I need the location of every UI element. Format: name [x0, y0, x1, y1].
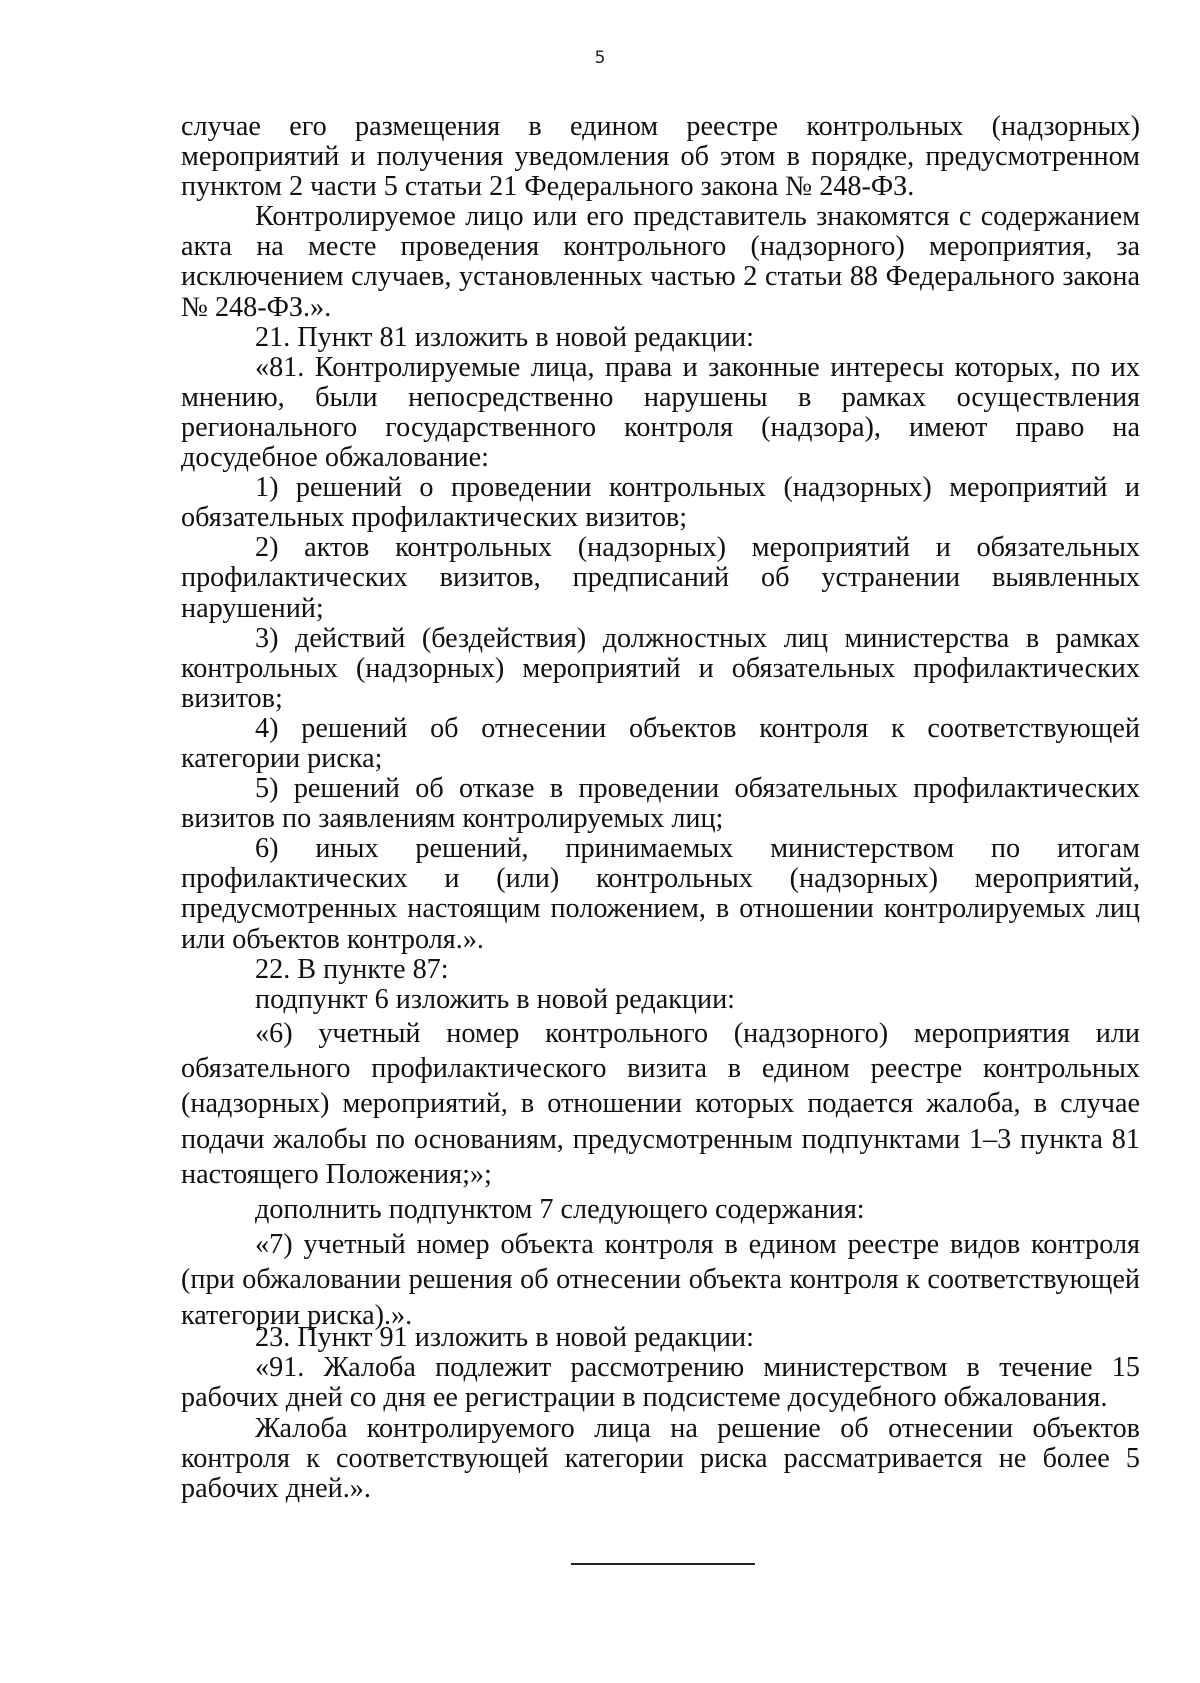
- paragraph: «91. Жалоба подлежит рассмотрению министерством в течение 15 рабочих дней со дня ее регистрации в подсистеме досудебного обжалования.: [181, 1352, 1140, 1414]
- paragraph: случае его размещения в едином реестре контрольных (надзорных) мероприятий и получения уведомления об этом в порядке, предусмотренном пунктом 2 части 5 статьи 21 Федерального закона № 248-ФЗ.: [181, 111, 1140, 203]
- section-heading-21: 21. Пункт 81 изложить в новой редакции:: [255, 321, 754, 353]
- text-block-3: [181, 1323, 1140, 1504]
- list-item: 2) актов контрольных (надзорных) мероприятий и обязательных профилактических визитов, предписаний об устранении выявленных нарушений;: [181, 532, 1140, 624]
- paragraph: дополнить подпунктом 7 следующего содержания:: [255, 1194, 865, 1226]
- list-item: 1) решений о проведении контрольных (надзорных) мероприятий и обязательных профилактических визитов;: [181, 472, 1140, 534]
- paragraph: подпункт 6 изложить в новой редакции:: [255, 983, 735, 1015]
- end-of-document-rule: [571, 1563, 755, 1565]
- paragraph: «7) учетный номер объекта контроля в едином реестре видов контроля (при обжаловании решения об отнесении объекта контроля к соответствующей категории риска).».: [181, 1229, 1140, 1331]
- text-block-1: [181, 112, 1140, 1015]
- list-item: 6) иных решений, принимаемых министерством по итогам профилактических и (или) контрольных (надзорных) мероприятий, предусмотренных настоящим положением, в отношении контролируемых лиц или объектов контроля.».: [181, 833, 1140, 955]
- list-item: 5) решений об отказе в проведении обязательных профилактических визитов по заявлениям контролируемых лиц;: [181, 773, 1140, 835]
- paragraph: Жалоба контролируемого лица на решение об отнесении объектов контроля к соответствующей категории риска рассматривается не более 5 рабочих дней.».: [181, 1412, 1140, 1505]
- section-heading-23: 23. Пункт 91 изложить в новой редакции:: [255, 1322, 754, 1353]
- page-number: 5: [594, 48, 606, 68]
- list-item: 4) решений об отнесении объектов контроля к соответствующей категории риска;: [181, 712, 1140, 774]
- section-heading-22: 22. В пункте 87:: [255, 953, 449, 985]
- list-item: 3) действий (бездействия) должностных лиц министерства в рамках контрольных (надзорных) мероприятий и обязательных профилактических визитов;: [181, 622, 1140, 714]
- paragraph: «81. Контролируемые лица, права и законные интересы которых, по их мнению, были непосредственно нарушены в рамках осуществления регионального государственного контроля (надзора), имеют право на досудебное обжалование:: [181, 351, 1140, 474]
- text-block-2: [181, 1016, 1140, 1333]
- paragraph: «6) учетный номер контрольного (надзорного) мероприятия или обязательного профилактического визита в едином реестре контрольных (надзорных) мероприятий, в отношении которых подается жалоба, в случае подачи жалобы по основаниям, предусмотренным подпунктами 1–3 пункта 81 настоящего Положения;»;: [181, 1018, 1140, 1190]
- paragraph: Контролируемое лицо или его представитель знакомятся с содержанием акта на месте проведения контрольного (надзорного) мероприятия, за исключением случаев, установленных частью 2 статьи 88 Федерального закона № 248-ФЗ.».: [181, 201, 1140, 323]
